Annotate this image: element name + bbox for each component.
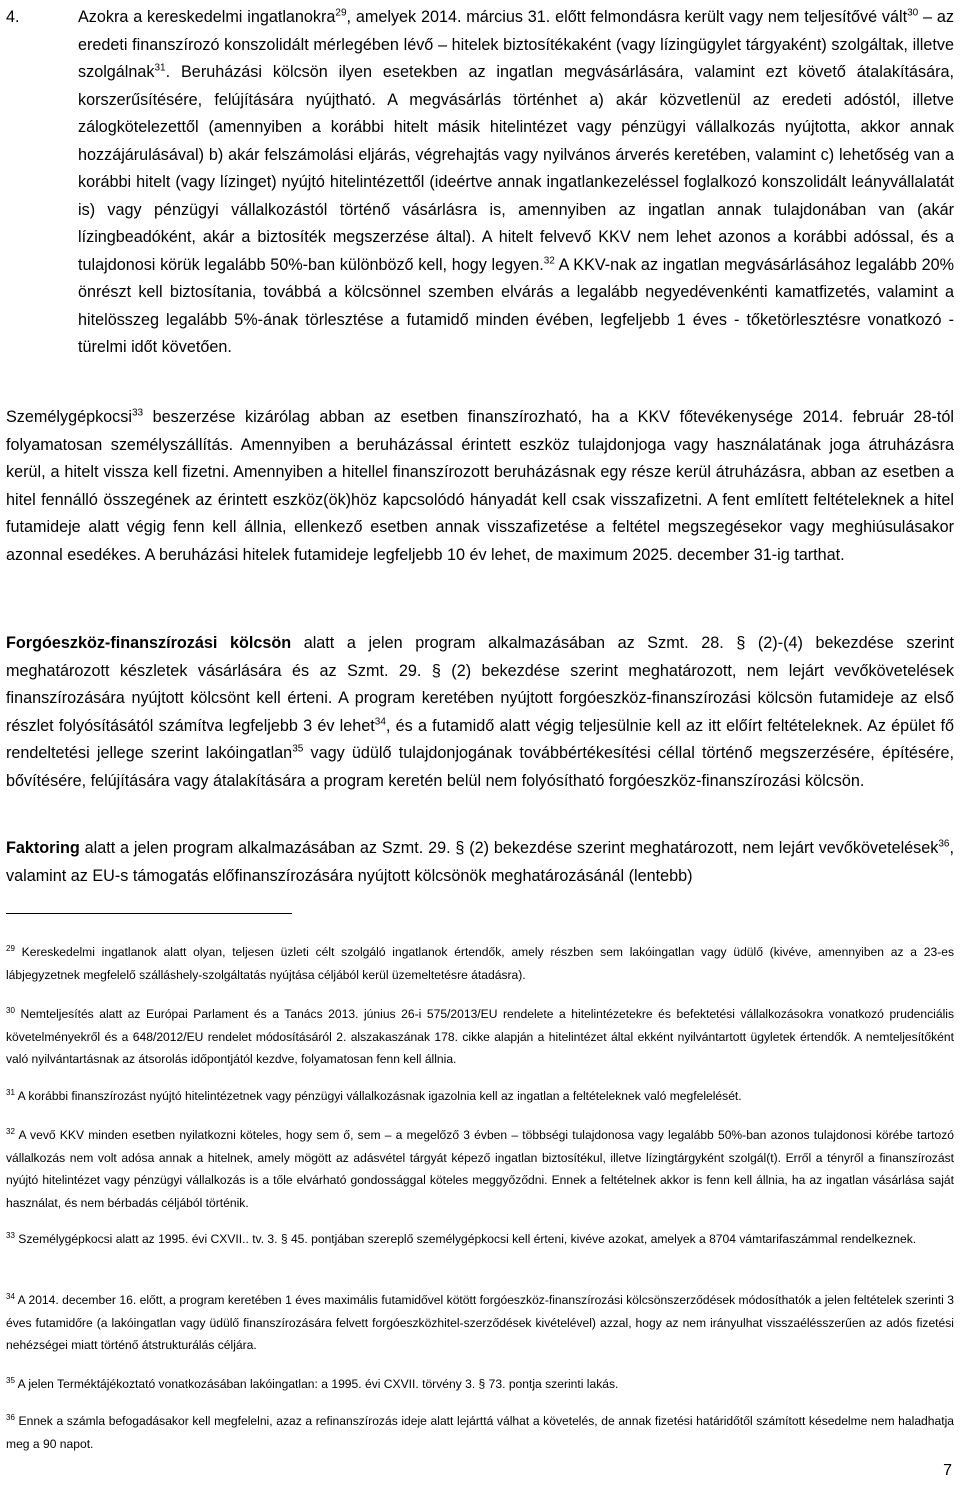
footnote-32: $^{32}$ A vevő KKV minden esetben nyilatkozni köteles, hogy sem ő, sem – a megelőző 3 évben – többségi tulajdonosa vagy legalább 50%-ban azonos tulajdonosi körébe tartozó vállalkozás nem volt adósa annak a hitelnek, amely mögött az adásvétel tárgyát képező ingatlan biztosítékul, illetve lízingtárgyként szolgál(t). Erről a tényről a finanszírozást nyújtó hitelintézet vagy pénzügyi vállalkozás is a tőle elvárható gondossággal köteles meggyőződni. Ennek a feltételnek akkor is fenn kell állnia, ha az ingatlan vásárlása saját használat, és nem bérbadás céljából történik. bbox=[6, 1126, 954, 1210]
footnote-31: $^{31}$ A korábbi finanszírozást nyújtó hitelintézetnek vagy pénzügyi vállalkozásnak igazolnia kell az ingatlan a feltételeknek való megfelelését. bbox=[6, 1087, 742, 1103]
paragraph-working-capital-loan: Forgóeszköz-finanszírozási kölcsön alatt a jelen program alkalmazásában az Szmt. 28. § (2)-(4) bekezdése szerint meghatározott készletek vásárlására és az Szmt. 29. § (2) bekezdése szerint meghatározott, nem lejárt vevőkövetelések finanszírozására nyújtott kölcsönt kell érteni. A program keretében nyújtott forgóeszköz-finanszírozási kölcsön futamideje az első részlet folyósításától számítva legfeljebb 3 év lehet$^{34}$, és a futamidő alatt végig teljesülnie kell az itt előírt feltételeknek. Az épület fő rendeltetési jellege szerint lakóingatlan$^{35}$ vagy üdülő tulajdonjogának továbbértékesítési céllal történő megszerzésére, építésére, bővítésére, felújítására vagy átalakítására a program keretén belül nem folyósítható forgóeszköz-finanszírozási kölcsön. bbox=[6, 634, 954, 790]
footnote-ref-36[interactable]: 36 bbox=[938, 838, 950, 850]
footnote-36: $^{36}$ Ennek a számla befogadásakor kell megfelelni, azaz a refinanszírozás ideje alatt lejárttá válhat a követelés, de annak fizetési határidőtől számított késedelme nem haladhatja meg a 90 napot. bbox=[6, 1412, 954, 1451]
footnote-ref-30[interactable]: 30 bbox=[907, 7, 919, 19]
list-item-text: Azokra a kereskedelmi ingatlanokra$^{29}$, amelyek 2014. március 31. előtt felmondásra került vagy nem teljesítővé vált$^{30}$ – az eredeti finanszírozó konszolidált mérlegében lévő – hitelek biztosítékaként (vagy lízingügylet tárgyaként) szolgáltak, illetve szolgálnak$^{31}$. Beruházási kölcsön ilyen esetekben az ingatlan megvásárlására, valamint ezt követő átalakítására, korszerűsítésére, felújítására nyújtható. A megvásárlás történhet a) akár közvetlenül az eredeti adóstól, illetve zálogkötelezettől (amennyiben a korábbi hitelt másik hitelintézet vagy pénzügyi vállalkozás nyújtotta, akkor annak hozzájárulásával) b) akár felszámolási eljárás, végrehajtás vagy nyilvános árverés keretében, valamint c) lehetőség van a korábbi hitelt (vagy lízinget) nyújtó hitelintézettől (ideértve annak ingatlankezeléssel foglalkozó konszolidált leányvállalatát is) vagy pénzügyi vállalkozástól történő vásárlásra is, amennyiben az ingatlan annak tulajdonában van (akár lízingbeadóként, akár a biztosíték megszerzése által). A hitelt felvevő KKV nem lehet azonos a korábbi adóssal, és a tulajdonosi körük legalább 50%-ban különböző kell, hogy legyen.$^{32}$ A KKV-nak az ingatlan megvásárlásához legalább 20% önrészt kell biztosítania, továbbá a kölcsönnel szemben elvárás a legalább negyedévenkénti kamatfizetés, valamint a hitelösszeg legalább 5%-ának törlesztése a futamidő minden évében, legfeljebb 1 éves - tőketörlesztésre vonatkozó - türelmi időt követően. bbox=[78, 7, 954, 356]
list-item-4 bbox=[6, 4, 954, 362]
footnote-ref-31[interactable]: 31 bbox=[154, 62, 166, 74]
footnote-33: $^{33}$ Személygépkocsi alatt az 1995. évi CXVII.. tv. 3. § 45. pontjában szereplő személygépkocsi kell érteni, kivéve azokat, amelyek a 8704 vámtarifaszámmal rendelkeznek. bbox=[6, 1230, 917, 1246]
page-number: 7 bbox=[943, 1462, 952, 1479]
footnote-ref-29[interactable]: 29 bbox=[335, 7, 347, 19]
footnote-ref-33[interactable]: 33 bbox=[131, 407, 144, 419]
paragraph-passenger-car: Személygépkocsi$^{33}$ beszerzése kizárólag abban az esetben finanszírozható, ha a KKV főtevékenysége 2014. február 28-tól folyamatosan személyszállítás. Amennyiben a beruházással érintett eszköz tulajdonjoga vagy használatának joga átruházásra kerül, a hitelt vissza kell fizetni. Amennyiben a hitellel finanszírozott beruházásnak egy része kerül átruházásra, abban az esetben a hitel fennálló összegének az érintett eszköz(ök)höz kapcsolódó hányadát kell csak visszafizetni. A fent említett feltételeknek a hitel futamideje alatt végig fenn kell állnia, ellenkező esetben annak visszafizetése a feltétel megszegésekor vagy meghiúsulásakor azonnal esedékes. A beruházási hitelek futamideje legfeljebb 10 év lehet, de maximum 2025. december 31-ig tarthat. bbox=[6, 407, 954, 564]
footnote-29: $^{29}$ Kereskedelmi ingatlanok alatt olyan, teljesen üzleti célt szolgáló ingatlanok értendők, amely részben sem lakóingatlan vagy üdülő (kivéve, amennyiben az a 23-es lábjegyzetnek megfelelő szálláshely-szolgáltatás nyújtása céljából kerül üzemeltetésre átadásra). bbox=[6, 943, 954, 982]
list-item-number: 4. bbox=[6, 8, 20, 26]
footnote-30: $^{30}$ Nemteljesítés alatt az Európai Parlament és a Tanács 2013. június 26-i 575/2013/EU rendelete a hitelintézetekre és befektetési vállalkozásokra vonatkozó prudenciális követelményekről és a 648/2012/EU rendelet módosításáról 2. alszakaszának 178. cikke alapján a hitelintézet által ekként nyilvántartott ügyletek értendők. A nemteljesítőként való nyilvántartásnak az átsorolás időpontjától kezdve, folyamatosan fenn kell állnia. bbox=[6, 1005, 954, 1067]
footnote-separator bbox=[6, 913, 292, 914]
footnote-35: $^{35}$ A jelen Terméktájékoztató vonatkozásában lakóingatlan: a 1995. évi CXVII. törvény 3. § 73. pontja szerinti lakás. bbox=[6, 1375, 619, 1391]
footnote-ref-32[interactable]: 32 bbox=[543, 255, 555, 267]
footnote-ref-34[interactable]: 34 bbox=[374, 716, 386, 728]
term-working-capital-loan: Forgóeszköz-finanszírozási kölcsön bbox=[6, 634, 292, 652]
paragraph-factoring: Faktoring alatt a jelen program alkalmazásában az Szmt. 29. § (2) bekezdése szerint meghatározott, nem lejárt vevőkövetelések$^{36}$, valamint az EU-s támogatás előfinanszírozására nyújtott kölcsönök meghatározásánál (lentebb) bbox=[6, 838, 954, 885]
term-factoring: Faktoring bbox=[6, 839, 80, 857]
footnote-34: $^{34}$ A 2014. december 16. előtt, a program keretében 1 éves maximális futamidővel kötött forgóeszköz-finanszírozási kölcsönszerződések módosíthatók a jelen feltételek szerinti 3 éves futamidőre (a lakóingatlan vagy üdülő finanszírozására felvett forgóeszközhitel-szerződések kivételével) azzal, hogy az nem irányulhat visszaélésszerűen az adós fizetési nehézségei miatt történő átstrukturálás céljára. bbox=[6, 1291, 954, 1353]
footnote-ref-35[interactable]: 35 bbox=[292, 743, 304, 755]
